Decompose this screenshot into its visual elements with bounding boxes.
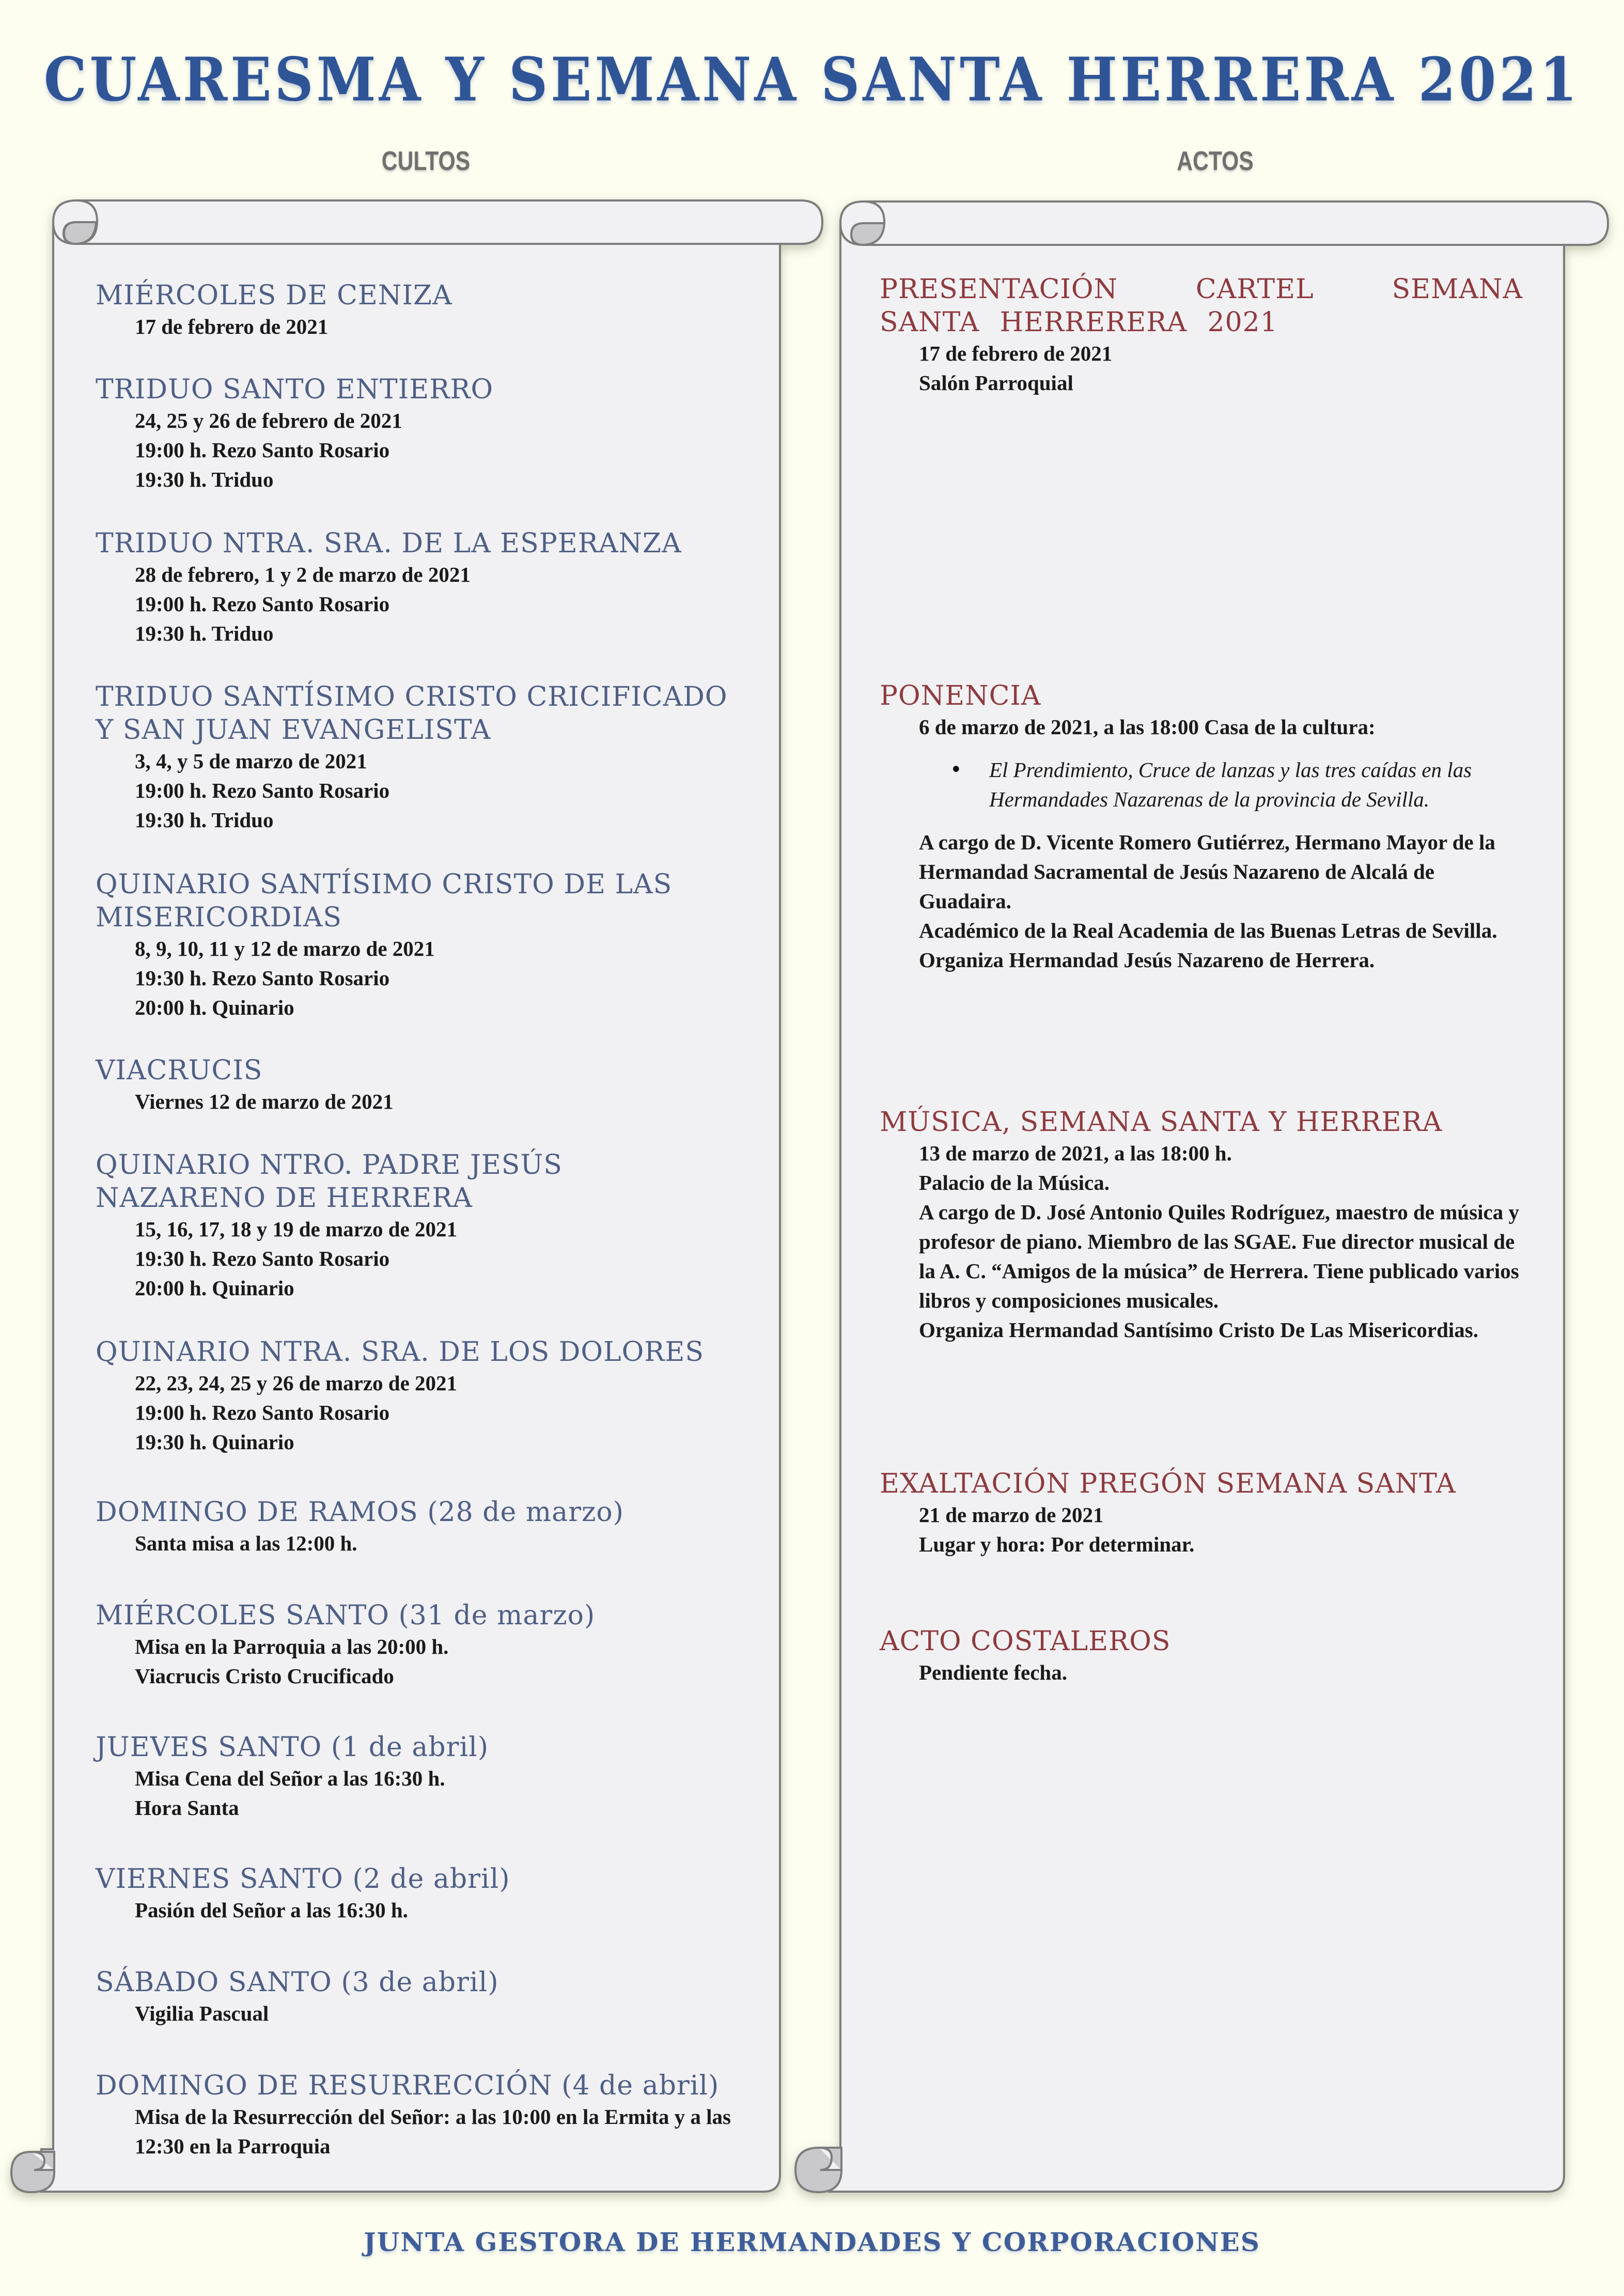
acto-item [880,1467,1523,1559]
acto-line: Palacio de la Música. [919,1171,1110,1194]
acto-line: Organiza Hermandad Santísimo Cristo De Las Misericordias. [919,1318,1479,1342]
acto-line: Académico de la Real Academia de las Buenas Letras de Sevilla. [919,919,1497,942]
acto-line: 13 de marzo de 2021, a las 18:00 h. [919,1141,1232,1165]
culto-title: VIERNES SANTO (2 de abril) [96,1864,510,1895]
culto-title: TRIDUO SANTO ENTIERRO [96,374,494,405]
culto-title: MIÉRCOLES DE CENIZA [96,280,452,311]
culto-line: 19:30 h. Rezo Santo Rosario [135,1247,390,1270]
acto-line: Pendiente fecha. [919,1661,1067,1684]
culto-line: 3, 4, y 5 de marzo de 2021 [135,749,367,773]
culto-title: DOMINGO DE RAMOS (28 de marzo) [96,1497,624,1528]
acto-line: A cargo de D. Vicente Romero Gutiérrez, Hermano Mayor de la Hermandad Sacramental de Jesús Nazareno de Alcalá de Guadaira. [919,830,1495,913]
acto-title: MÚSICA, SEMANA SANTA Y HERRERA [880,1107,1443,1138]
culto-line: 19:00 h. Rezo Santo Rosario [135,779,390,802]
culto-line: Misa de la Resurrección del Señor: a las 10:00 en la Ermita y a las 12:30 en la Parroquia [135,2105,731,2158]
culto-line: 20:00 h. Quinario [135,1276,294,1300]
page-title: CUARESMA Y SEMANA SANTA HERRERA 2021 [43,43,1581,115]
culto-title: TRIDUO SANTÍSIMO CRISTO CRICIFICADO Y SAN JUAN EVANGELISTA [96,681,728,746]
acto-title: EXALTACIÓN PREGÓN SEMANA SANTA [880,1468,1456,1499]
culto-line: Misa en la Parroquia a las 20:00 h. [135,1635,449,1658]
culto-title: SÁBADO SANTO (3 de abril) [96,1967,499,1998]
culto-line: Hora Santa [135,1796,239,1820]
culto-line: Viernes 12 de marzo de 2021 [135,1090,394,1113]
acto-line: 6 de marzo de 2021, a las 18:00 Casa de la cultura: [919,715,1376,739]
acto-item [880,1625,1523,1687]
culto-line: Vigilia Pascual [135,2002,269,2025]
talk-topic-text: El Prendimiento, Cruce de lanzas y las tres caídas en las Hermandades Nazarenas de la provincia de Sevilla. [989,758,1472,811]
talk-topic [919,755,1523,814]
culto-line: 19:30 h. Quinario [135,1430,294,1454]
culto-line: 19:30 h. Rezo Santo Rosario [135,966,390,990]
culto-line: 19:00 h. Rezo Santo Rosario [135,438,390,462]
culto-line: 19:00 h. Rezo Santo Rosario [135,592,390,616]
culto-line: 15, 16, 17, 18 y 19 de marzo de 2021 [135,1217,458,1241]
acto-title: PONENCIA [880,680,1041,711]
culto-line: 19:00 h. Rezo Santo Rosario [135,1401,390,1424]
acto-item [880,679,1523,975]
bullet-icon: • [950,758,962,782]
culto-title: TRIDUO NTRA. SRA. DE LA ESPERANZA [96,528,682,559]
acto-line: Organiza Hermandad Jesús Nazareno de Herrera. [919,948,1375,972]
acto-title: ACTO COSTALEROS [880,1626,1171,1657]
acto-line: Salón Parroquial [919,371,1073,395]
culto-line: Viacrucis Cristo Crucificado [135,1664,394,1688]
acto-line: Lugar y hora: Por determinar. [919,1532,1195,1556]
culto-title: VIACRUCIS [96,1055,263,1086]
culto-title: JUEVES SANTO (1 de abril) [96,1732,489,1763]
column-header-actos: ACTOS [1177,146,1254,176]
culto-title: QUINARIO NTRA. SRA. DE LOS DOLORES [96,1337,704,1368]
culto-title: DOMINGO DE RESURRECCIÓN (4 de abril) [96,2070,720,2101]
culto-title: QUINARIO NTRO. PADRE JESÚS NAZARENO DE HERRERA [96,1150,563,1214]
culto-line: 22, 23, 24, 25 y 26 de marzo de 2021 [135,1371,458,1395]
acto-line: 21 de marzo de 2021 [919,1503,1104,1527]
culto-line: Pasión del Señor a las 16:30 h. [135,1898,408,1922]
culto-line: 19:30 h. Triduo [135,808,274,832]
acto-line: A cargo de D. José Antonio Quiles Rodríguez, maestro de música y profesor de piano. Miembro de las SGAE. Fue director musical de la A. C. “Amigos de la música” de Herrera. Tiene publicado varios libros y composiciones musicales. [919,1200,1519,1312]
culto-line: 24, 25 y 26 de febrero de 2021 [135,409,402,432]
acto-title: PRESENTACIÓN CARTEL SEMANA SANTA HERRERERA 2021 [880,274,1523,338]
culto-line: Misa Cena del Señor a las 16:30 h. [135,1766,445,1790]
acto-item [880,273,1523,398]
culto-line: 20:00 h. Quinario [135,996,294,1019]
culto-line: 28 de febrero, 1 y 2 de marzo de 2021 [135,563,471,586]
culto-title: QUINARIO SANTÍSIMO CRISTO DE LAS MISERICORDIAS [96,869,673,933]
culto-line: 19:30 h. Triduo [135,622,274,645]
culto-line: 19:30 h. Triduo [135,468,274,491]
culto-line: Santa misa a las 12:00 h. [135,1531,357,1555]
culto-line: 17 de febrero de 2021 [135,315,329,338]
footer-organization: JUNTA GESTORA DE HERMANDADES Y CORPORACIONES [364,2227,1260,2257]
culto-line: 8, 9, 10, 11 y 12 de marzo de 2021 [135,937,435,960]
culto-title: MIÉRCOLES SANTO (31 de marzo) [96,1600,596,1631]
column-header-cultos: CULTOS [381,146,471,176]
actos-list [880,0,1523,2222]
acto-line: 17 de febrero de 2021 [919,342,1113,365]
acto-item [880,1106,1523,1345]
